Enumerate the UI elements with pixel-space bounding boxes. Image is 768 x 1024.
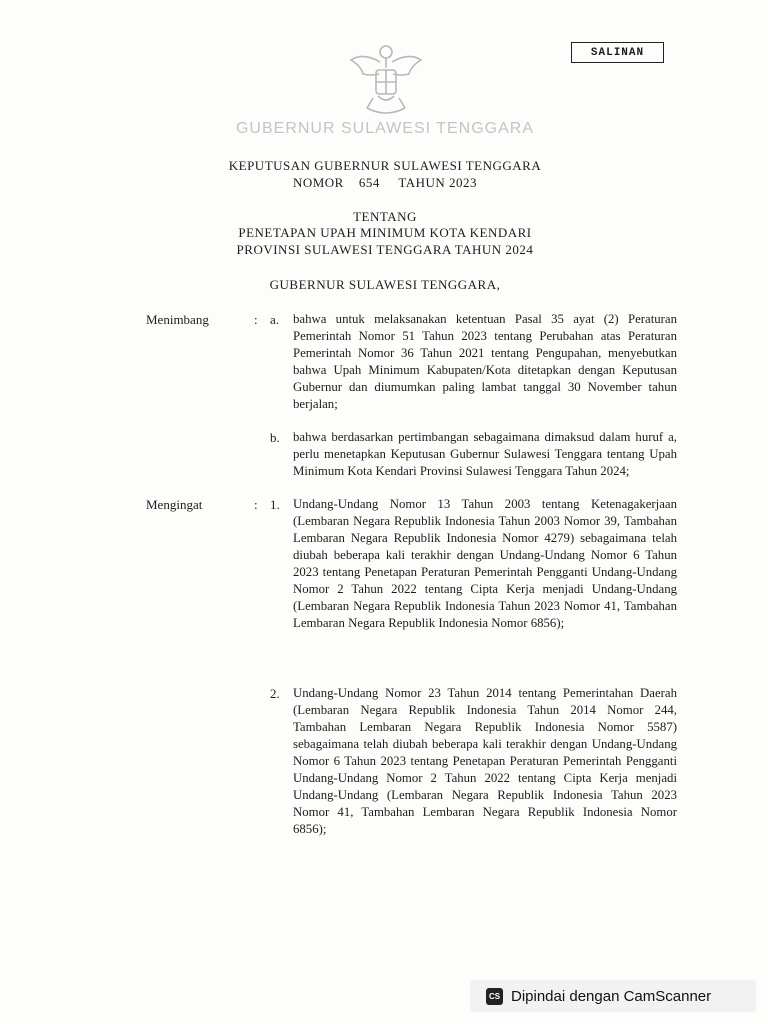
- mengingat-label: Mengingat: [146, 497, 203, 512]
- tentang-label: TENTANG: [353, 209, 417, 224]
- menimbang-marker-b: b.: [270, 430, 280, 445]
- subject-line-2: PROVINSI SULAWESI TENGGARA TAHUN 2024: [236, 242, 534, 257]
- decree-number: NOMOR 654 TAHUN 2023: [292, 175, 478, 190]
- mengingat-marker-1: 1.: [270, 497, 280, 512]
- camscanner-text: Dipindai dengan CamScanner: [511, 987, 712, 1005]
- garuda-emblem-icon: [343, 38, 429, 122]
- decree-title: KEPUTUSAN GUBERNUR SULAWESI TENGGARA: [228, 158, 542, 173]
- salinan-stamp: SALINAN: [571, 42, 664, 63]
- menimbang-colon: :: [254, 312, 258, 327]
- menimbang-label: Menimbang: [146, 312, 209, 327]
- mengingat-item-2: Undang-Undang Nomor 23 Tahun 2014 tentang Pemerintahan Daerah (Lembaran Negara Republik Indonesia Tahun 2014 Nomor 244, Tambahan Lembaran Negara Republik Indonesia Nomor 5587) sebagaimana telah diubah beberapa kali terakhir dengan Undang-Undang Nomor 6 Tahun 2023 tentang Penetapan Peraturan Pemerintah Pengganti Undang-Undang Nomor 2 Tahun 2022 tentang Cipta Kerja menjadi Undang-Undang (Lembaran Negara Republik Indonesia Tahun 2023 Nomor 41, Tambahan Lembaran Negara Republik Indonesia Nomor 6856);: [293, 686, 677, 836]
- mengingat-item-1: Undang-Undang Nomor 13 Tahun 2003 tentang Ketenagakerjaan (Lembaran Negara Republik Indonesia Tahun 2003 Nomor 39, Tambahan Lembaran Negara Republik Indonesia Nomor 4279) sebagaimana telah diubah beberapa kali terakhir dengan Undang-Undang Nomor 6 Tahun 2023 tentang Penetapan Peraturan Pemerintah Pengganti Undang-Undang Nomor 2 Tahun 2022 tentang Cipta Kerja menjadi Undang-Undang (Lembaran Negara Republik Indonesia Tahun 2023 Nomor 41, Tambahan Lembaran Negara Republik Indonesia Nomor 6856);: [293, 497, 677, 630]
- mengingat-marker-2: 2.: [270, 686, 280, 701]
- menimbang-item-a: bahwa untuk melaksanakan ketentuan Pasal 35 ayat (2) Peraturan Pemerintah Nomor 51 Tahun 2023 tentang Perubahan atas Peraturan Pemerintah Nomor 36 Tahun 2021 tentang Pengupahan, menyebutkan bahwa Upah Minimum Kabupaten/Kota ditetapkan dengan Keputusan Gubernur dan diumumkan paling lambat tanggal 30 November tahun berjalan;: [293, 312, 677, 411]
- governor-line: GUBERNUR SULAWESI TENGGARA,: [269, 277, 501, 292]
- camscanner-logo-icon: CS: [486, 988, 503, 1005]
- governor-heading: GUBERNUR SULAWESI TENGGARA: [235, 120, 535, 137]
- menimbang-item-b: bahwa berdasarkan pertimbangan sebagaimana dimaksud dalam huruf a, perlu menetapkan Keputusan Gubernur Sulawesi Tenggara tentang Upah Minimum Kota Kendari Provinsi Sulawesi Tenggara Tahun 2024;: [293, 430, 677, 478]
- subject-line-1: PENETAPAN UPAH MINIMUM KOTA KENDARI: [238, 225, 532, 240]
- mengingat-colon: :: [254, 497, 258, 512]
- menimbang-marker-a: a.: [270, 312, 280, 327]
- camscanner-watermark: [470, 980, 756, 1012]
